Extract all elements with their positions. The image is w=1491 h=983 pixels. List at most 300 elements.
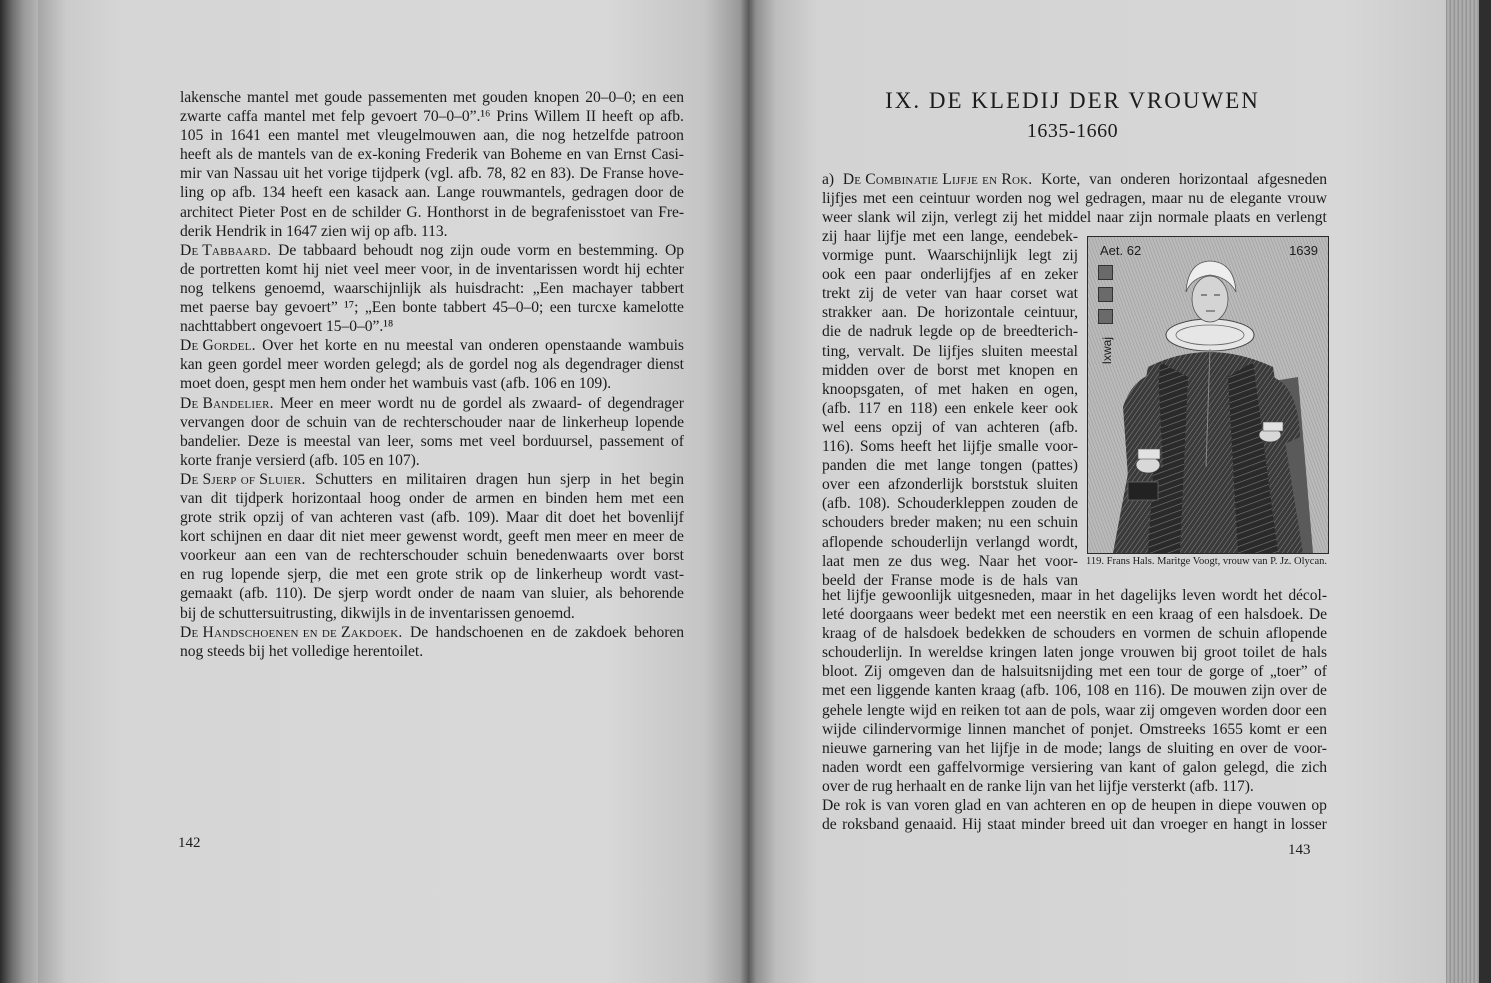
word: vormige — [822, 247, 874, 265]
text-line — [822, 418, 1078, 437]
text-line — [822, 624, 1327, 643]
word: mantel — [263, 108, 306, 126]
word: linkerheup — [562, 413, 629, 431]
word: rok — [845, 797, 866, 815]
word: meer — [384, 260, 416, 278]
figure-caption: 119. Frans Hals. Maritge Voogt, vrouw van P. Jz. Olycan. — [1086, 556, 1327, 567]
word: de — [513, 566, 529, 584]
word: voor- — [1044, 552, 1078, 570]
word: dagelijks — [1120, 587, 1177, 604]
word: wel — [1057, 190, 1080, 208]
word: dit — [545, 509, 562, 527]
word: de — [1209, 190, 1225, 208]
word: leté — [822, 606, 845, 624]
word: worden — [1221, 701, 1268, 719]
word: dienst — [646, 356, 684, 374]
portrait-engraving — [1088, 237, 1328, 553]
word: ceintuur, — [1024, 304, 1078, 322]
text-line — [822, 361, 1078, 380]
word: voorkeur — [180, 547, 236, 565]
word: bedekt — [954, 606, 996, 624]
word: de — [669, 528, 684, 546]
word: een — [942, 228, 964, 245]
word: in — [1025, 739, 1038, 757]
word: begrafenisstoet — [531, 203, 626, 221]
word: en — [986, 797, 1001, 815]
right-page-body-top — [822, 170, 1327, 227]
word: ceintuur — [919, 190, 970, 208]
word: haken — [971, 380, 1009, 398]
word: veter — [905, 285, 937, 303]
word: omgeven — [1159, 701, 1217, 719]
word: met — [180, 299, 204, 317]
word: lijfje — [962, 438, 992, 456]
word: de — [1273, 739, 1288, 757]
word: 82 — [510, 165, 527, 183]
word: II — [585, 108, 597, 126]
word: reiken — [960, 701, 1000, 719]
word: het — [299, 337, 319, 355]
word: en — [557, 241, 572, 259]
word: kort — [180, 528, 205, 546]
word: aflopende — [1265, 625, 1327, 643]
word: de — [669, 184, 684, 202]
word: nu — [384, 337, 400, 355]
text-line — [180, 584, 684, 603]
word: omgeven — [888, 663, 946, 681]
word: zij — [1139, 701, 1156, 719]
word: 108). — [857, 495, 891, 513]
word: vroeger — [1160, 816, 1208, 834]
word: en — [566, 146, 582, 164]
word: wordt — [375, 585, 412, 603]
word: lange, — [970, 228, 1008, 245]
word: vleugelmouwen — [376, 127, 476, 145]
word: of — [1250, 663, 1264, 681]
portrait-figure — [1087, 236, 1329, 554]
word: 134 — [261, 184, 286, 202]
text-line — [180, 604, 684, 623]
book-edge-right — [1446, 0, 1491, 983]
text-line — [822, 284, 1078, 303]
word: 83). — [550, 165, 575, 183]
word: horizontaal — [1178, 171, 1249, 188]
word: wordt — [865, 758, 902, 776]
word: onderen — [1120, 171, 1171, 188]
word: benedenwaarts — [516, 547, 609, 565]
word: breed — [1070, 816, 1105, 834]
word: meestal — [406, 337, 454, 355]
word: glad — [954, 797, 982, 815]
word: manchet — [1012, 720, 1066, 738]
word: 105 — [180, 127, 204, 145]
word: borduursel, — [522, 432, 593, 450]
word: nachttabbert ongevoert 15–0–0”.¹⁸ — [180, 318, 394, 336]
word: de — [285, 413, 301, 431]
word: men — [544, 528, 571, 546]
word: jonge — [1079, 644, 1115, 662]
word: van — [886, 797, 909, 815]
word: mode; — [1063, 739, 1103, 757]
word: van — [482, 146, 506, 164]
word: haar — [843, 228, 871, 245]
word: legde — [919, 323, 953, 341]
word: met — [459, 432, 483, 450]
word: dan — [951, 663, 975, 681]
word: ze — [888, 552, 902, 570]
word: van — [1089, 171, 1112, 188]
word: komt — [1249, 720, 1281, 738]
word: met — [904, 457, 928, 475]
word: lijfjes — [822, 190, 858, 208]
word: gehele — [822, 701, 863, 719]
word: corset — [1010, 285, 1048, 303]
word: schouders — [1053, 625, 1116, 643]
word: zij — [1062, 247, 1078, 265]
word: bonte — [402, 299, 437, 317]
word: gewoonlijk — [881, 587, 952, 604]
word: over — [877, 361, 905, 379]
word: en — [1111, 606, 1127, 624]
word: plaats — [1214, 209, 1251, 227]
word: hoog — [369, 489, 401, 507]
word: 110). — [274, 585, 307, 603]
word: meer — [340, 394, 372, 412]
word: meer — [576, 528, 608, 546]
word: strik — [218, 509, 247, 527]
text-line — [180, 222, 684, 241]
word: worden — [975, 190, 1023, 208]
word: uit — [1110, 816, 1127, 834]
word: passement — [599, 432, 665, 450]
word: de — [1146, 739, 1162, 757]
word: militairen — [406, 470, 467, 488]
word: meestal — [1030, 342, 1078, 360]
word: Pieter — [238, 203, 275, 221]
word: waarschijnlijk — [333, 279, 422, 297]
word: lijfje — [990, 739, 1020, 757]
word: lange — [937, 457, 971, 475]
word: als — [508, 394, 526, 412]
text-line — [180, 126, 684, 145]
word: afb. — [232, 184, 256, 202]
word: décol- — [1288, 587, 1327, 604]
word: wijde — [822, 720, 857, 738]
word: wil — [896, 209, 916, 227]
word: als — [426, 356, 444, 374]
word: maar — [1151, 190, 1183, 208]
word: afzonderlijk — [888, 476, 963, 494]
word: op — [1110, 797, 1127, 815]
word: turcxe — [577, 299, 617, 317]
word: met — [311, 108, 335, 126]
word: zouden — [1011, 495, 1057, 513]
word: in — [1273, 816, 1286, 834]
text-line — [822, 475, 1078, 494]
word: van — [937, 739, 961, 757]
text-line — [180, 546, 684, 565]
word: voor- — [1044, 438, 1078, 456]
word: meer — [632, 528, 664, 546]
word: sluier, — [551, 585, 589, 603]
word: Op — [665, 241, 684, 259]
word: en — [1255, 209, 1271, 227]
word: over — [822, 476, 850, 494]
word: nog — [513, 356, 538, 374]
word: lakensche — [180, 89, 242, 106]
word: de — [1312, 682, 1327, 700]
text-line — [822, 777, 1327, 796]
text-line — [822, 399, 1078, 418]
word: heeft — [180, 146, 211, 164]
word: ook — [1054, 399, 1078, 417]
word: gordel — [242, 356, 282, 374]
word: van — [1099, 758, 1123, 776]
word: wat — [1055, 285, 1078, 303]
word: legt — [1028, 247, 1052, 265]
word: voren — [914, 797, 950, 815]
word: op — [490, 566, 507, 584]
word: die — [822, 323, 841, 341]
word: (afb. — [1020, 682, 1050, 700]
word: de — [1131, 797, 1147, 815]
word: de — [541, 413, 557, 431]
word: een — [1217, 606, 1239, 624]
word: bloot. — [822, 663, 858, 681]
chapter-years: 1635-1660 — [1026, 120, 1119, 142]
word: en — [267, 528, 282, 546]
word: een — [1128, 663, 1151, 681]
text-line — [180, 432, 684, 451]
word: laat — [822, 552, 845, 570]
word: Post — [280, 203, 307, 221]
word: ling — [180, 184, 205, 202]
word: op — [1311, 797, 1327, 815]
word: garnering — [872, 739, 932, 757]
word: aan, — [483, 127, 509, 145]
word: en — [1091, 797, 1106, 815]
word: wordt — [610, 566, 647, 584]
word: (afb. — [822, 495, 851, 513]
word: onder — [408, 489, 445, 507]
word: leer, — [387, 432, 414, 450]
text-line — [822, 605, 1327, 624]
word: halsuitsnijding — [1001, 663, 1093, 681]
text-line — [822, 533, 1078, 552]
word: vouwen — [1257, 797, 1307, 815]
word: tijdperk — [371, 165, 421, 183]
word: ogen, — [1043, 380, 1078, 398]
word: soms — [420, 432, 453, 450]
text-line — [180, 642, 684, 661]
word: binden — [545, 489, 588, 507]
word: van — [954, 418, 978, 436]
word: afb. — [458, 165, 482, 183]
word: Boheme — [510, 146, 562, 164]
word: bij — [1181, 644, 1198, 662]
word: en — [180, 566, 195, 584]
word: strakker — [822, 304, 872, 322]
word: de — [332, 203, 347, 221]
word: van — [310, 509, 334, 527]
word: bovenlijf — [627, 509, 684, 527]
word: moet doen, gespt men hem onder het wambuis vast (afb. 106 en 109). — [180, 375, 612, 393]
word: zwaard- — [532, 394, 582, 412]
word: schilder — [352, 203, 401, 221]
word: uitgesneden, — [957, 587, 1036, 604]
word: wordt — [582, 260, 619, 278]
word: heeft — [900, 438, 932, 456]
word: en — [530, 623, 546, 641]
text-line — [180, 508, 684, 527]
word: het — [937, 438, 957, 456]
coat-of-arms-icon — [1098, 309, 1113, 324]
word: De — [1170, 682, 1189, 700]
word: een — [891, 190, 914, 208]
figure-inscription-age: Aet. 62 — [1100, 243, 1142, 258]
word: behorende — [619, 585, 684, 603]
word: vervangen — [180, 413, 245, 431]
word: de — [552, 623, 568, 641]
text-line — [180, 279, 684, 298]
word: Casi- — [651, 146, 684, 164]
word: zij — [858, 285, 875, 303]
word: met — [1001, 606, 1025, 624]
book-gutter — [740, 0, 756, 983]
word: het — [1095, 587, 1115, 604]
word: Honthorst — [426, 203, 489, 221]
word: gordel — [462, 394, 503, 412]
word: Maar — [505, 509, 539, 527]
word: het — [1263, 587, 1283, 604]
word: de — [452, 489, 468, 507]
word: daar — [287, 528, 315, 546]
figure-inscription-year: 1639 — [1289, 243, 1318, 258]
word: doorgaans — [849, 606, 914, 624]
word: hove- — [648, 165, 684, 183]
word: gouden — [482, 89, 528, 106]
word: degendrager — [607, 394, 684, 412]
word: van — [357, 432, 381, 450]
text-line — [180, 107, 684, 126]
text-line — [180, 241, 684, 260]
word: naden — [822, 758, 859, 776]
word: als — [595, 585, 613, 603]
text-line — [180, 489, 684, 508]
word: de — [913, 361, 929, 379]
text-line — [180, 183, 684, 202]
word: bedekken — [965, 625, 1026, 643]
text-line — [822, 227, 1078, 246]
word: Deze — [247, 432, 280, 450]
word: een — [549, 299, 572, 317]
word: de — [475, 260, 491, 278]
word: midden — [822, 361, 869, 379]
word: naar — [1096, 209, 1124, 227]
word: Nassau — [233, 165, 279, 183]
word: afgesneden — [1257, 171, 1327, 188]
word: tabbert — [641, 279, 684, 297]
word: met — [1099, 663, 1123, 681]
word: op — [959, 323, 975, 341]
word: of — [671, 432, 684, 450]
word: zij — [1002, 209, 1019, 227]
word: 20–0–0; — [585, 89, 636, 106]
word: breedterich- — [1003, 323, 1078, 341]
word: de — [1063, 495, 1078, 513]
word: nu — [987, 514, 1004, 532]
word: 108 — [1086, 682, 1110, 700]
word: maar — [1040, 587, 1072, 604]
word: versiering — [1031, 758, 1094, 776]
word: aan — [244, 547, 267, 565]
word: een — [1305, 701, 1327, 719]
word: 1655 — [1211, 720, 1243, 738]
word: sjerp, — [287, 566, 322, 584]
word: minder — [1021, 816, 1066, 834]
word: knoopsgaten, — [822, 380, 905, 398]
word: de — [980, 663, 996, 681]
word: oude — [480, 241, 511, 259]
word: of — [1198, 606, 1212, 624]
text-line — [180, 623, 684, 642]
word: De — [278, 241, 297, 259]
word: mode — [940, 571, 975, 589]
text-line — [180, 394, 684, 413]
word: gaffelvormige — [937, 758, 1025, 776]
word: schouders — [822, 514, 884, 532]
word: cilindervormige — [862, 720, 962, 738]
word: echter — [646, 260, 684, 278]
word: a) — [822, 171, 835, 188]
text-line — [180, 565, 684, 584]
word: heeft — [291, 184, 323, 202]
word: linnen — [967, 720, 1007, 738]
word: Zij — [864, 663, 883, 681]
word: tijdperk — [235, 489, 284, 507]
word: van — [459, 337, 483, 355]
word: Schouderkleppen — [897, 495, 1005, 513]
word: 116). — [822, 438, 854, 456]
word: onder — [417, 585, 454, 603]
word: Schutters — [315, 470, 373, 488]
word: kant — [1129, 758, 1156, 776]
word: en — [319, 394, 334, 412]
text-line — [180, 413, 684, 432]
word: 70–0–0”.¹⁶ — [423, 108, 491, 126]
word: sjerp — [338, 585, 369, 603]
word: kraag — [1158, 606, 1194, 624]
word: de — [460, 585, 475, 603]
word: sluiten — [1036, 476, 1078, 494]
word: 117 — [857, 399, 881, 417]
word: als — [542, 356, 560, 374]
word: opzij — [253, 509, 284, 527]
word: de — [511, 203, 527, 221]
word: over — [616, 547, 645, 565]
word: ponjet. — [1090, 720, 1134, 738]
word: dus — [910, 552, 932, 570]
chapter-title: IX. DE KLEDIJ DER VROUWEN — [885, 88, 1260, 113]
word: zakdoek — [575, 623, 627, 641]
word: zich — [1301, 758, 1327, 776]
word: de — [1281, 644, 1296, 662]
word: schuin — [306, 413, 348, 431]
word: of — [588, 394, 602, 412]
word: de — [822, 816, 837, 834]
word: vorige — [327, 165, 368, 183]
word: Over — [262, 337, 294, 355]
